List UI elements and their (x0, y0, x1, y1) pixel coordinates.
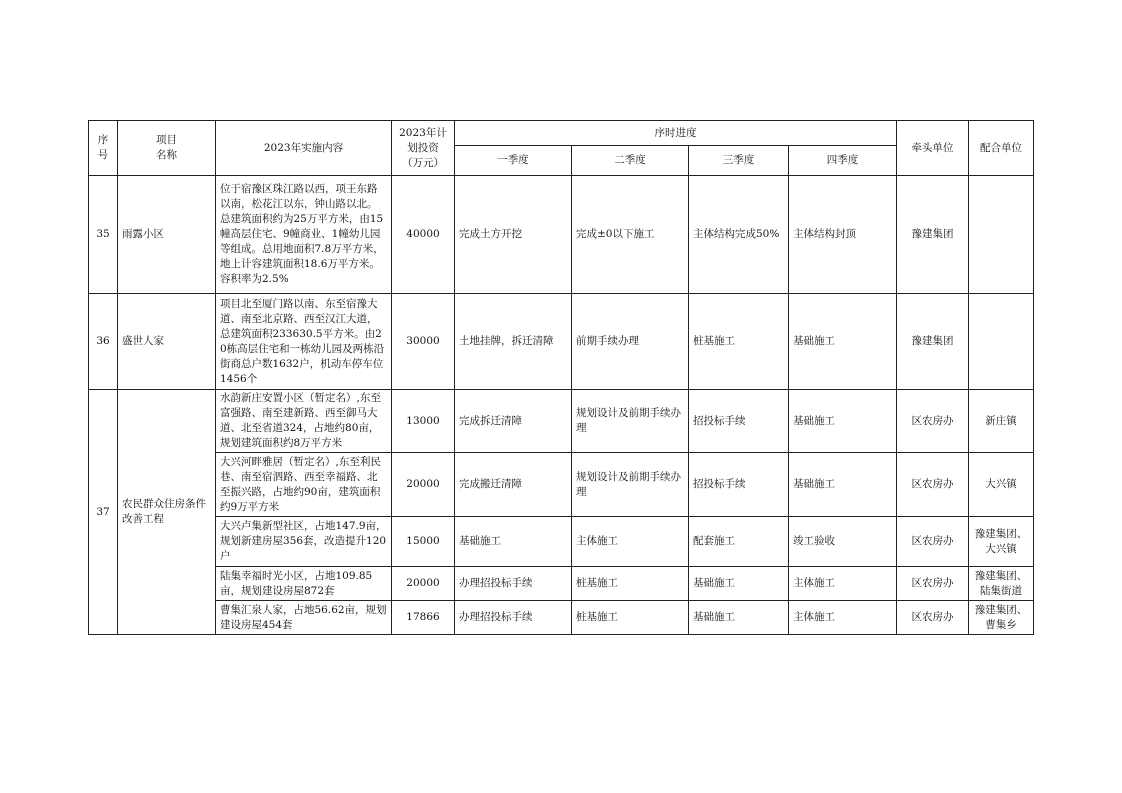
row-q1: 办理招投标手续 (455, 601, 572, 635)
row-coop-unit: 豫建集团、大兴镇 (969, 517, 1034, 567)
header-coop-unit: 配合单位 (969, 121, 1034, 176)
row-q4: 主体施工 (789, 601, 897, 635)
row-coop-unit: 豫建集团、陆集街道 (969, 567, 1034, 601)
row-q4: 竣工验收 (789, 517, 897, 567)
table-row (89, 453, 1034, 517)
row-content: 项目北至厦门路以南、东至宿豫大道、南至北京路、西至汉江大道，总建筑面积233630.5平方米。由20栋高层住宅和一栋幼儿园及两栋沿街商总户数1632户，机动车停车位1456个 (216, 294, 392, 390)
row-investment: 17866 (392, 601, 455, 635)
row-q1: 办理招投标手续 (455, 567, 572, 601)
row-seq: 35 (89, 176, 118, 294)
row-q4: 基础施工 (789, 453, 897, 517)
row-q2: 完成±0以下施工 (572, 176, 689, 294)
row-q3: 桩基施工 (689, 294, 789, 390)
row-q1: 完成拆迁清障 (455, 390, 572, 453)
investment-plan-table (88, 120, 1034, 635)
row-investment: 15000 (392, 517, 455, 567)
row-coop-unit: 大兴镇 (969, 453, 1034, 517)
row-q3: 主体结构完成50% (689, 176, 789, 294)
row-q4: 主体施工 (789, 567, 897, 601)
header-progress: 序时进度 (455, 121, 897, 146)
row-project-name: 雨露小区 (118, 176, 216, 294)
row-seq: 36 (89, 294, 118, 390)
row-q4: 基础施工 (789, 294, 897, 390)
row-content: 位于宿豫区珠江路以西，项王东路以南，松花江以东，钟山路以北。总建筑面积约为25万平方米，由15幢高层住宅、9幢商业、1幢幼儿园等组成。总用地面积7.8万平方米，地上计容建筑面积18.6万平方米。容积率为2.5% (216, 176, 392, 294)
header-q1: 一季度 (455, 146, 572, 176)
row-q2: 前期手续办理 (572, 294, 689, 390)
row-q1: 完成土方开挖 (455, 176, 572, 294)
table-row (89, 390, 1034, 453)
header-q3: 三季度 (689, 146, 789, 176)
row-q3: 配套施工 (689, 517, 789, 567)
header-q4: 四季度 (789, 146, 897, 176)
row-project-name: 农民群众住房条件改善工程 (118, 390, 216, 635)
row-lead-unit: 区农房办 (897, 567, 969, 601)
row-project-name: 盛世人家 (118, 294, 216, 390)
row-q2: 桩基施工 (572, 567, 689, 601)
row-q3: 招投标手续 (689, 390, 789, 453)
row-investment: 30000 (392, 294, 455, 390)
row-lead-unit: 区农房办 (897, 453, 969, 517)
row-content: 陆集幸福时光小区，占地109.85亩，规划建设房屋872套 (216, 567, 392, 601)
table-row (89, 601, 1034, 635)
header-seq: 序 号 (89, 121, 118, 176)
row-lead-unit: 豫建集团 (897, 176, 969, 294)
row-investment: 13000 (392, 390, 455, 453)
row-content: 大兴河畔雅居（暂定名）,东至利民巷、南至宿泗路、西至幸福路、北至振兴路，占地约90亩，建筑面积约9万平方米 (216, 453, 392, 517)
header-lead-unit: 牵头单位 (897, 121, 969, 176)
row-q1: 完成搬迁清障 (455, 453, 572, 517)
row-q4: 基础施工 (789, 390, 897, 453)
row-lead-unit: 区农房办 (897, 517, 969, 567)
row-q1: 基础施工 (455, 517, 572, 567)
row-q4: 主体结构封顶 (789, 176, 897, 294)
row-q2: 主体施工 (572, 517, 689, 567)
row-coop-unit (969, 294, 1034, 390)
row-q3: 基础施工 (689, 567, 789, 601)
header-project-name: 项目 名称 (118, 121, 216, 176)
row-lead-unit: 豫建集团 (897, 294, 969, 390)
row-coop-unit (969, 176, 1034, 294)
header-content: 2023年实施内容 (216, 121, 392, 176)
table-row (89, 567, 1034, 601)
row-seq: 37 (89, 390, 118, 635)
table-row (89, 176, 1034, 294)
row-content: 曹集汇泉人家，占地56.62亩，规划建设房屋454套 (216, 601, 392, 635)
row-q3: 招投标手续 (689, 453, 789, 517)
row-coop-unit: 新庄镇 (969, 390, 1034, 453)
row-q2: 规划设计及前期手续办理 (572, 390, 689, 453)
row-content: 水韵新庄安置小区（暂定名）,东至富强路、南至建新路、西至御马大道、北至省道324，占地约80亩，规划建筑面积约8万平方米 (216, 390, 392, 453)
row-investment: 40000 (392, 176, 455, 294)
row-q2: 规划设计及前期手续办理 (572, 453, 689, 517)
header-q2: 二季度 (572, 146, 689, 176)
row-q2: 桩基施工 (572, 601, 689, 635)
row-coop-unit: 豫建集团、曹集乡 (969, 601, 1034, 635)
row-q3: 基础施工 (689, 601, 789, 635)
header-investment: 2023年计 划投资 （万元） (392, 121, 455, 176)
table-row (89, 294, 1034, 390)
table-row (89, 517, 1034, 567)
row-content: 大兴卢集新型社区，占地147.9亩，规划新建房屋356套，改造提升120户 (216, 517, 392, 567)
row-investment: 20000 (392, 567, 455, 601)
row-lead-unit: 区农房办 (897, 601, 969, 635)
row-lead-unit: 区农房办 (897, 390, 969, 453)
row-q1: 土地挂牌，拆迁清障 (455, 294, 572, 390)
row-investment: 20000 (392, 453, 455, 517)
